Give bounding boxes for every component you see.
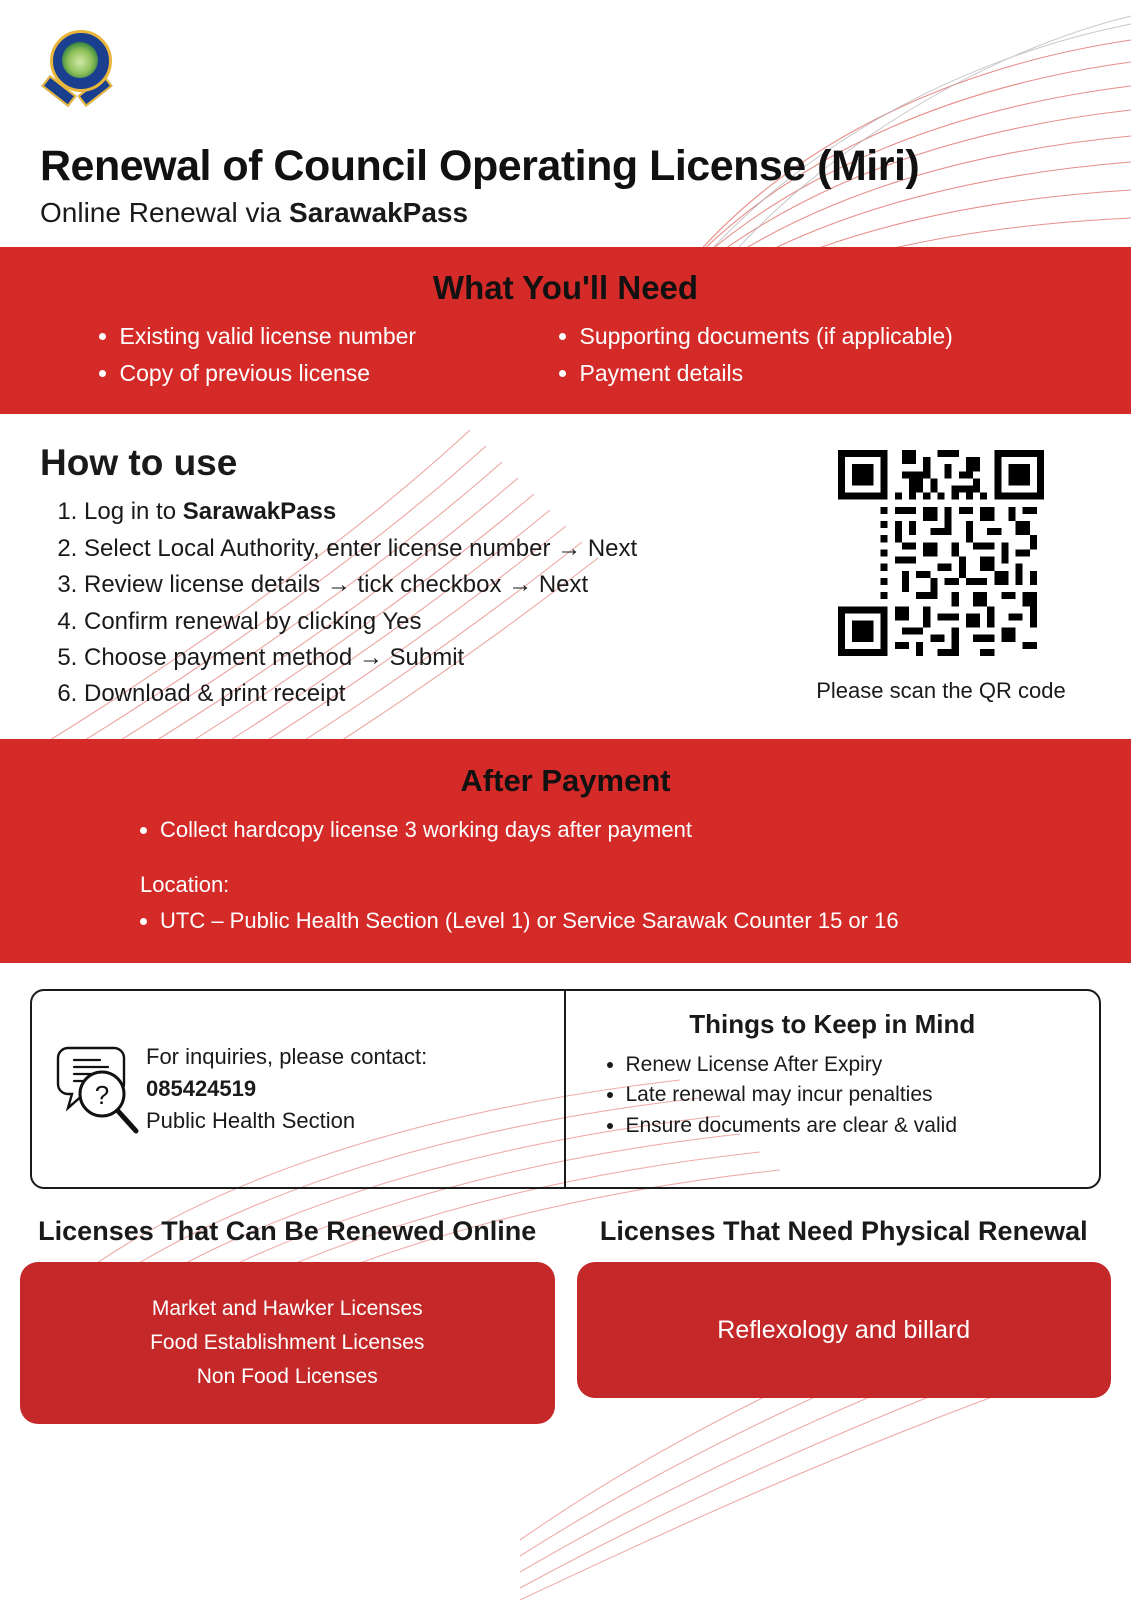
- svg-text:?: ?: [94, 1080, 110, 1111]
- needs-list-right: [546, 319, 1046, 390]
- contact-line-1: For inquiries, please contact:: [146, 1044, 428, 1070]
- contact-card: [32, 991, 566, 1187]
- step-bold: SarawakPass: [182, 498, 337, 526]
- keep-in-mind-heading: Things to Keep in Mind: [689, 1008, 976, 1039]
- poster-header: [0, 0, 1131, 229]
- what-you-need-section: [0, 247, 1131, 414]
- what-you-need-heading: What You'll Need: [432, 269, 699, 307]
- list-item: • Renew License After Expiry: [626, 1050, 1076, 1080]
- step-text: Log in to: [84, 498, 183, 526]
- after-payment-list: [0, 813, 1131, 846]
- contact-phone[interactable]: 085424519: [146, 1076, 257, 1101]
- how-to-use-section: [0, 414, 1131, 739]
- list-item: [84, 494, 791, 530]
- list-item: • UTC – Public Health Section (Level 1) or Service Sarawak Counter 15 or 16: [160, 904, 1131, 937]
- info-row: [30, 989, 1101, 1189]
- how-to-use-heading: How to use: [40, 442, 238, 484]
- contact-department: Public Health Section: [146, 1107, 356, 1133]
- list-item: 4. Confirm renewal by clicking Yes: [84, 604, 791, 640]
- qr-block: [791, 442, 1091, 713]
- keep-in-mind-list: [590, 1050, 1076, 1141]
- location-list: [0, 904, 1131, 937]
- list-item: • Collect hardcopy license 3 working days after payment: [160, 813, 1131, 846]
- online-licenses-column: [20, 1207, 555, 1424]
- list-item: Market and Hawker Licenses: [151, 1296, 423, 1320]
- subtitle-brand: SarawakPass: [289, 197, 469, 229]
- list-item: • Ensure documents are clear & valid: [626, 1111, 1076, 1141]
- online-licenses-pill: [20, 1262, 555, 1424]
- needs-list-left: [86, 319, 506, 390]
- list-item: Reflexology and billard: [717, 1315, 971, 1344]
- location-label: Location:: [140, 871, 230, 897]
- list-item: • Late renewal may incur penalties: [626, 1080, 1076, 1110]
- after-payment-heading: After Payment: [460, 762, 671, 798]
- page-title: Renewal of Council Operating License (Miri): [40, 142, 920, 190]
- list-item: 3. Review license details → tick checkbox → Next: [84, 567, 791, 603]
- license-categories: [0, 1207, 1131, 1424]
- physical-licenses-column: [577, 1207, 1112, 1424]
- keep-in-mind-card: [566, 991, 1100, 1187]
- after-payment-section: [0, 739, 1131, 963]
- list-item: Non Food Licenses: [196, 1364, 378, 1388]
- qr-caption: Please scan the QR code: [816, 678, 1066, 704]
- how-to-use-steps: [40, 494, 791, 713]
- list-item: • Copy of previous license: [120, 356, 506, 391]
- subtitle-prefix: Online Renewal via: [40, 197, 290, 229]
- list-item: 2. Select Local Authority, enter license number → Next: [84, 531, 791, 567]
- contact-text: [146, 1041, 427, 1137]
- inquiry-magnifier-icon: [50, 1034, 146, 1143]
- list-item: • Existing valid license number: [120, 319, 506, 354]
- list-item: Food Establishment Licenses: [150, 1330, 425, 1354]
- majlis-bandaraya-miri-crest-icon: [42, 26, 120, 122]
- physical-licenses-heading: Licenses That Need Physical Renewal: [599, 1215, 1088, 1246]
- list-item: 5. Choose payment method → Submit: [84, 640, 791, 676]
- online-licenses-heading: Licenses That Can Be Renewed Online: [38, 1215, 537, 1246]
- page-subtitle: [40, 197, 1091, 229]
- list-item: 6. Download & print receipt: [84, 676, 791, 712]
- qr-code[interactable]: [838, 450, 1044, 656]
- list-item: • Payment details: [580, 356, 1046, 391]
- list-item: • Supporting documents (if applicable): [580, 319, 1046, 354]
- physical-licenses-pill: [577, 1262, 1112, 1399]
